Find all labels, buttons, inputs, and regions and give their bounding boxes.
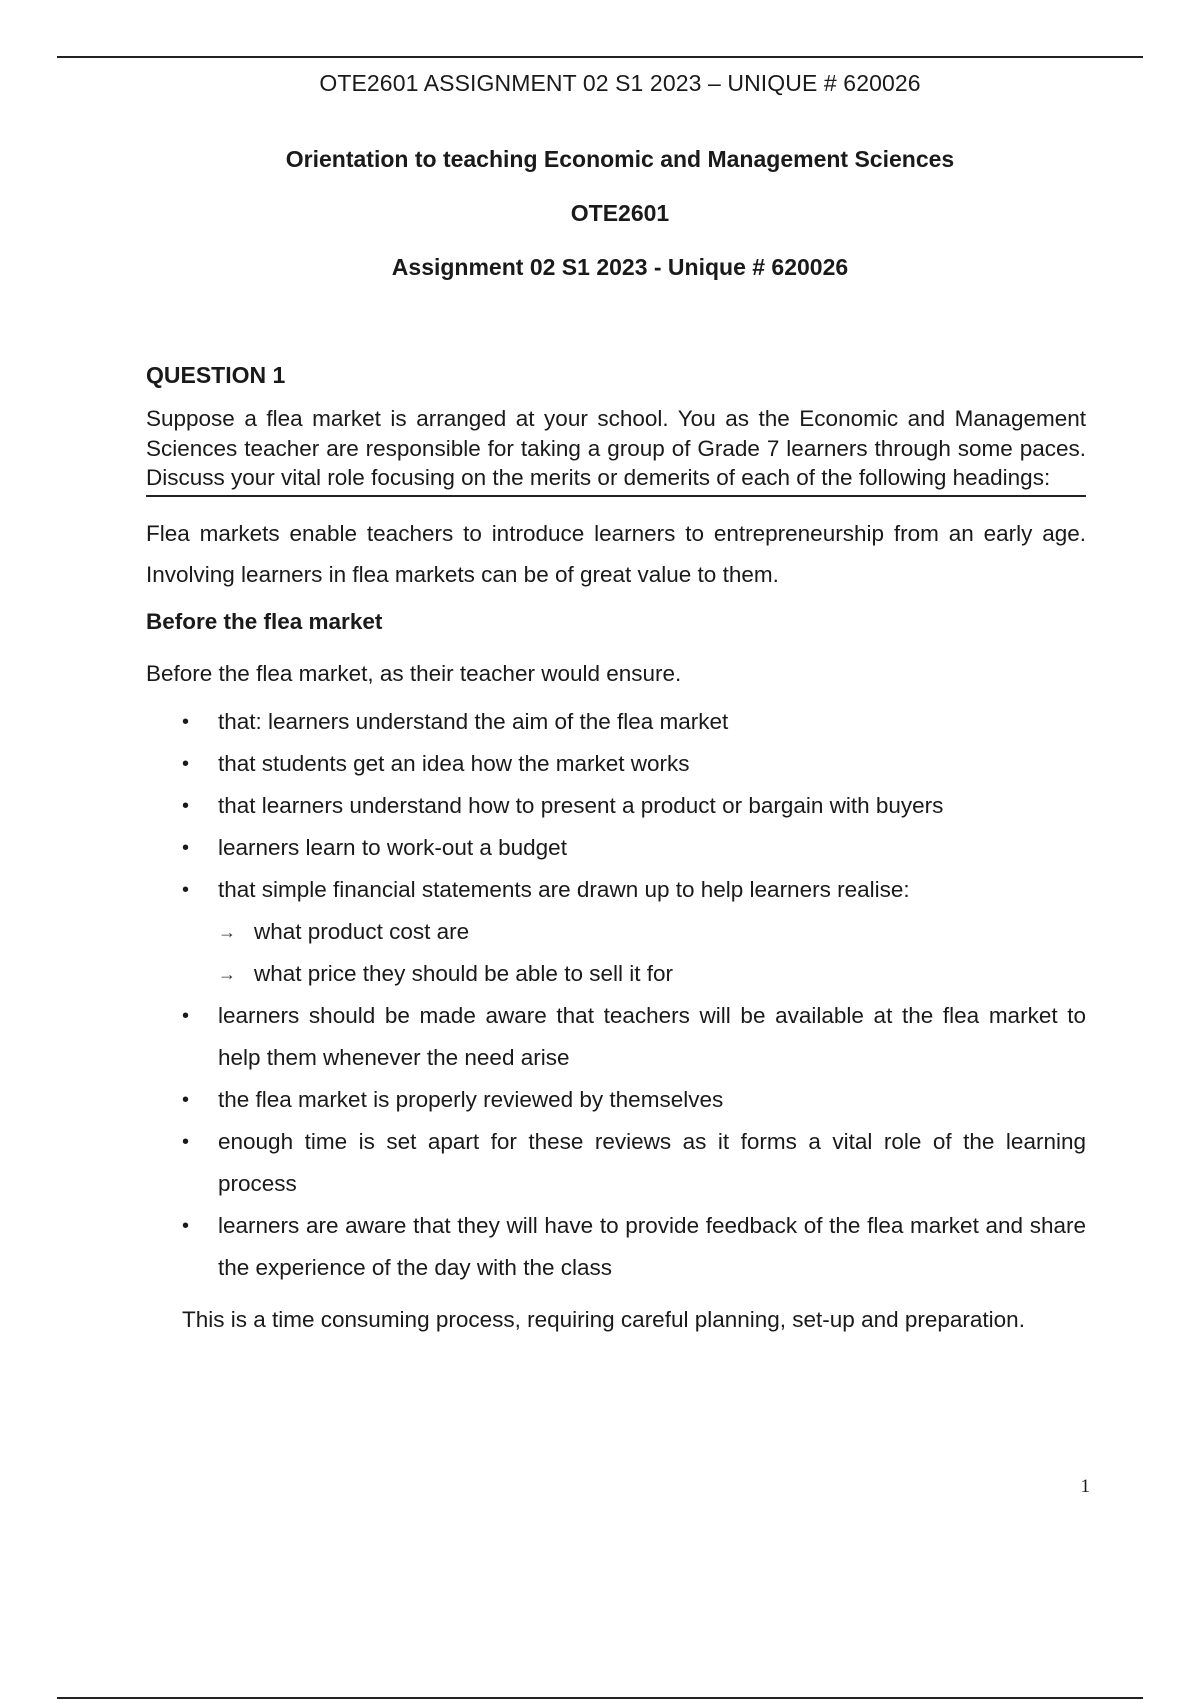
question-heading: QUESTION 1 bbox=[146, 362, 286, 388]
bullet-list bbox=[146, 701, 1086, 1289]
list-item: • enough time is set apart for these reviews as it forms a vital role of the learning process bbox=[146, 1121, 1086, 1205]
list-item: • the flea market is properly reviewed by themselves bbox=[146, 1079, 1086, 1121]
bullet-icon: • bbox=[182, 710, 190, 733]
question-text: Suppose a flea market is arranged at your school. You as the Economic and Management Sciences teacher are responsible for taking a group of Grade 7 learners through some paces. Discuss your vital role focusing on the merits or demerits of each of the following headings: bbox=[146, 404, 1086, 497]
list-item: • that learners understand how to present a product or bargain with buyers bbox=[146, 785, 1086, 827]
list-item: • learners should be made aware that teachers will be available at the flea market to help them whenever the need arise bbox=[146, 995, 1086, 1079]
list-item: • that simple financial statements are drawn up to help learners realise: → what product cost are → what price they should be able to sell it for bbox=[146, 869, 1086, 995]
list-item: • learners are aware that they will have to provide feedback of the flea market and share the experience of the day with the class bbox=[146, 1205, 1086, 1289]
list-item: • that students get an idea how the market works bbox=[146, 743, 1086, 785]
arrow-right-icon: → bbox=[218, 963, 236, 984]
closing-paragraph: This is a time consuming process, requiring careful planning, set-up and preparation. bbox=[182, 1306, 1025, 1332]
bottom-rule bbox=[57, 1697, 1143, 1699]
bullet-icon: • bbox=[182, 836, 190, 859]
section-lead: Before the flea market, as their teacher would ensure. bbox=[146, 660, 682, 686]
bullet-icon: • bbox=[182, 878, 190, 901]
page-number: 1 bbox=[1080, 1476, 1090, 1497]
sub-list-item: → what product cost are bbox=[218, 911, 1086, 953]
bullet-icon: • bbox=[182, 1004, 190, 1027]
title-block bbox=[0, 144, 1200, 306]
sub-bullet-list bbox=[218, 911, 1086, 995]
list-item: • learners learn to work-out a budget bbox=[146, 827, 1086, 869]
course-code: OTE2601 bbox=[570, 200, 670, 226]
list-item: • that: learners understand the aim of the flea market bbox=[146, 701, 1086, 743]
bullet-icon: • bbox=[182, 1088, 190, 1111]
bullet-icon: • bbox=[182, 752, 190, 775]
assignment-title: Assignment 02 S1 2023 - Unique # 620026 bbox=[391, 254, 849, 280]
answer-intro: Flea markets enable teachers to introduce learners to entrepreneurship from an early age. Involving learners in flea markets can be of great value to them. bbox=[146, 520, 1086, 587]
arrow-right-icon: → bbox=[218, 921, 236, 942]
document-body bbox=[146, 360, 1086, 1341]
running-header: OTE2601 ASSIGNMENT 02 S1 2023 – UNIQUE # 620026 bbox=[319, 70, 921, 96]
bullet-icon: • bbox=[182, 1130, 190, 1153]
bullet-icon: • bbox=[182, 794, 190, 817]
section-heading: Before the flea market bbox=[146, 608, 383, 634]
course-name: Orientation to teaching Economic and Management Sciences bbox=[285, 146, 955, 172]
sub-list-item: → what price they should be able to sell it for bbox=[218, 953, 1086, 995]
bullet-icon: • bbox=[182, 1214, 190, 1237]
top-rule bbox=[57, 56, 1143, 58]
